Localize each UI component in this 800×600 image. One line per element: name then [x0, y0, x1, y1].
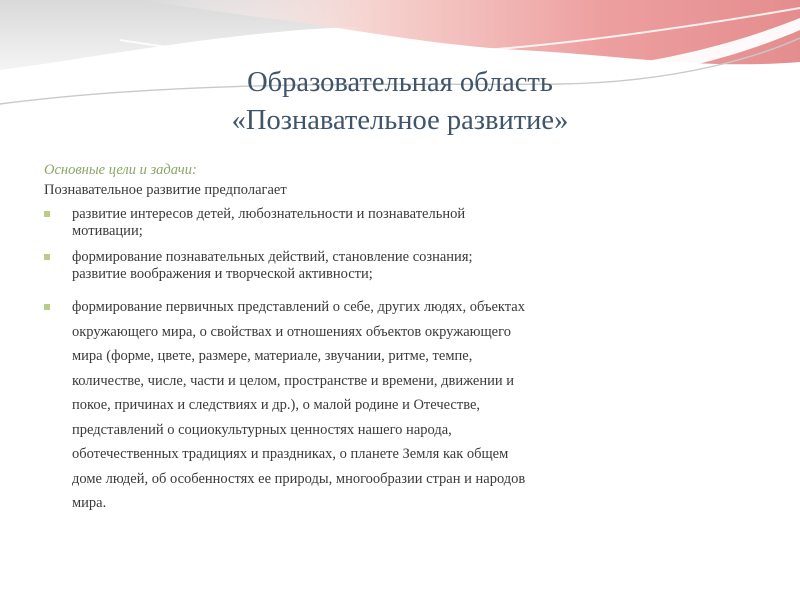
page-title-line-1: Образовательная область [247, 67, 553, 98]
page-title-line-2: «Познавательное развитие» [231, 105, 569, 136]
bullet-square-icon [44, 254, 50, 260]
bullet-line: развитие интересов детей, любознательности и познавательной [72, 206, 466, 222]
goals-subtitle: Основные цели и задачи: [44, 162, 197, 178]
bullet-line: мира (форме, цвете, размере, материале, звучании, ритме, темпе, [72, 348, 473, 364]
bullet-text [72, 295, 525, 516]
bullet-line: развитие воображения и творческой активности; [72, 265, 373, 282]
bullet-line: количестве, числе, части и целом, пространстве и времени, движении и [72, 372, 515, 389]
intro-text: Познавательное развитие предполагает [44, 182, 287, 198]
bullet-square-icon [44, 211, 50, 217]
bullet-text [72, 249, 473, 282]
bullet-line: мира. [72, 495, 107, 511]
bullet-line: формирование познавательных действий, становление сознания; [72, 249, 473, 265]
bullet-text [72, 206, 465, 239]
bullet-line: доме людей, об особенностях ее природы, многообразии стран и народов [72, 470, 526, 487]
bullet-line: мотивации; [72, 222, 143, 239]
bullet-square-icon [44, 304, 50, 310]
bullet-line: формирование первичных представлений о себе, других людях, объектах [72, 299, 525, 315]
bullet-line: представлений о социокультурных ценностях нашего народа, [72, 421, 452, 438]
bullet-line: покое, причинах и следствиях и др.), о малой родине и Отечестве, [72, 397, 481, 413]
bullet-line: оботечественных традициях и праздниках, о планете Земля как общем [72, 446, 509, 462]
bullet-line: окружающего мира, о свойствах и отношениях объектов окружающего [72, 323, 511, 340]
